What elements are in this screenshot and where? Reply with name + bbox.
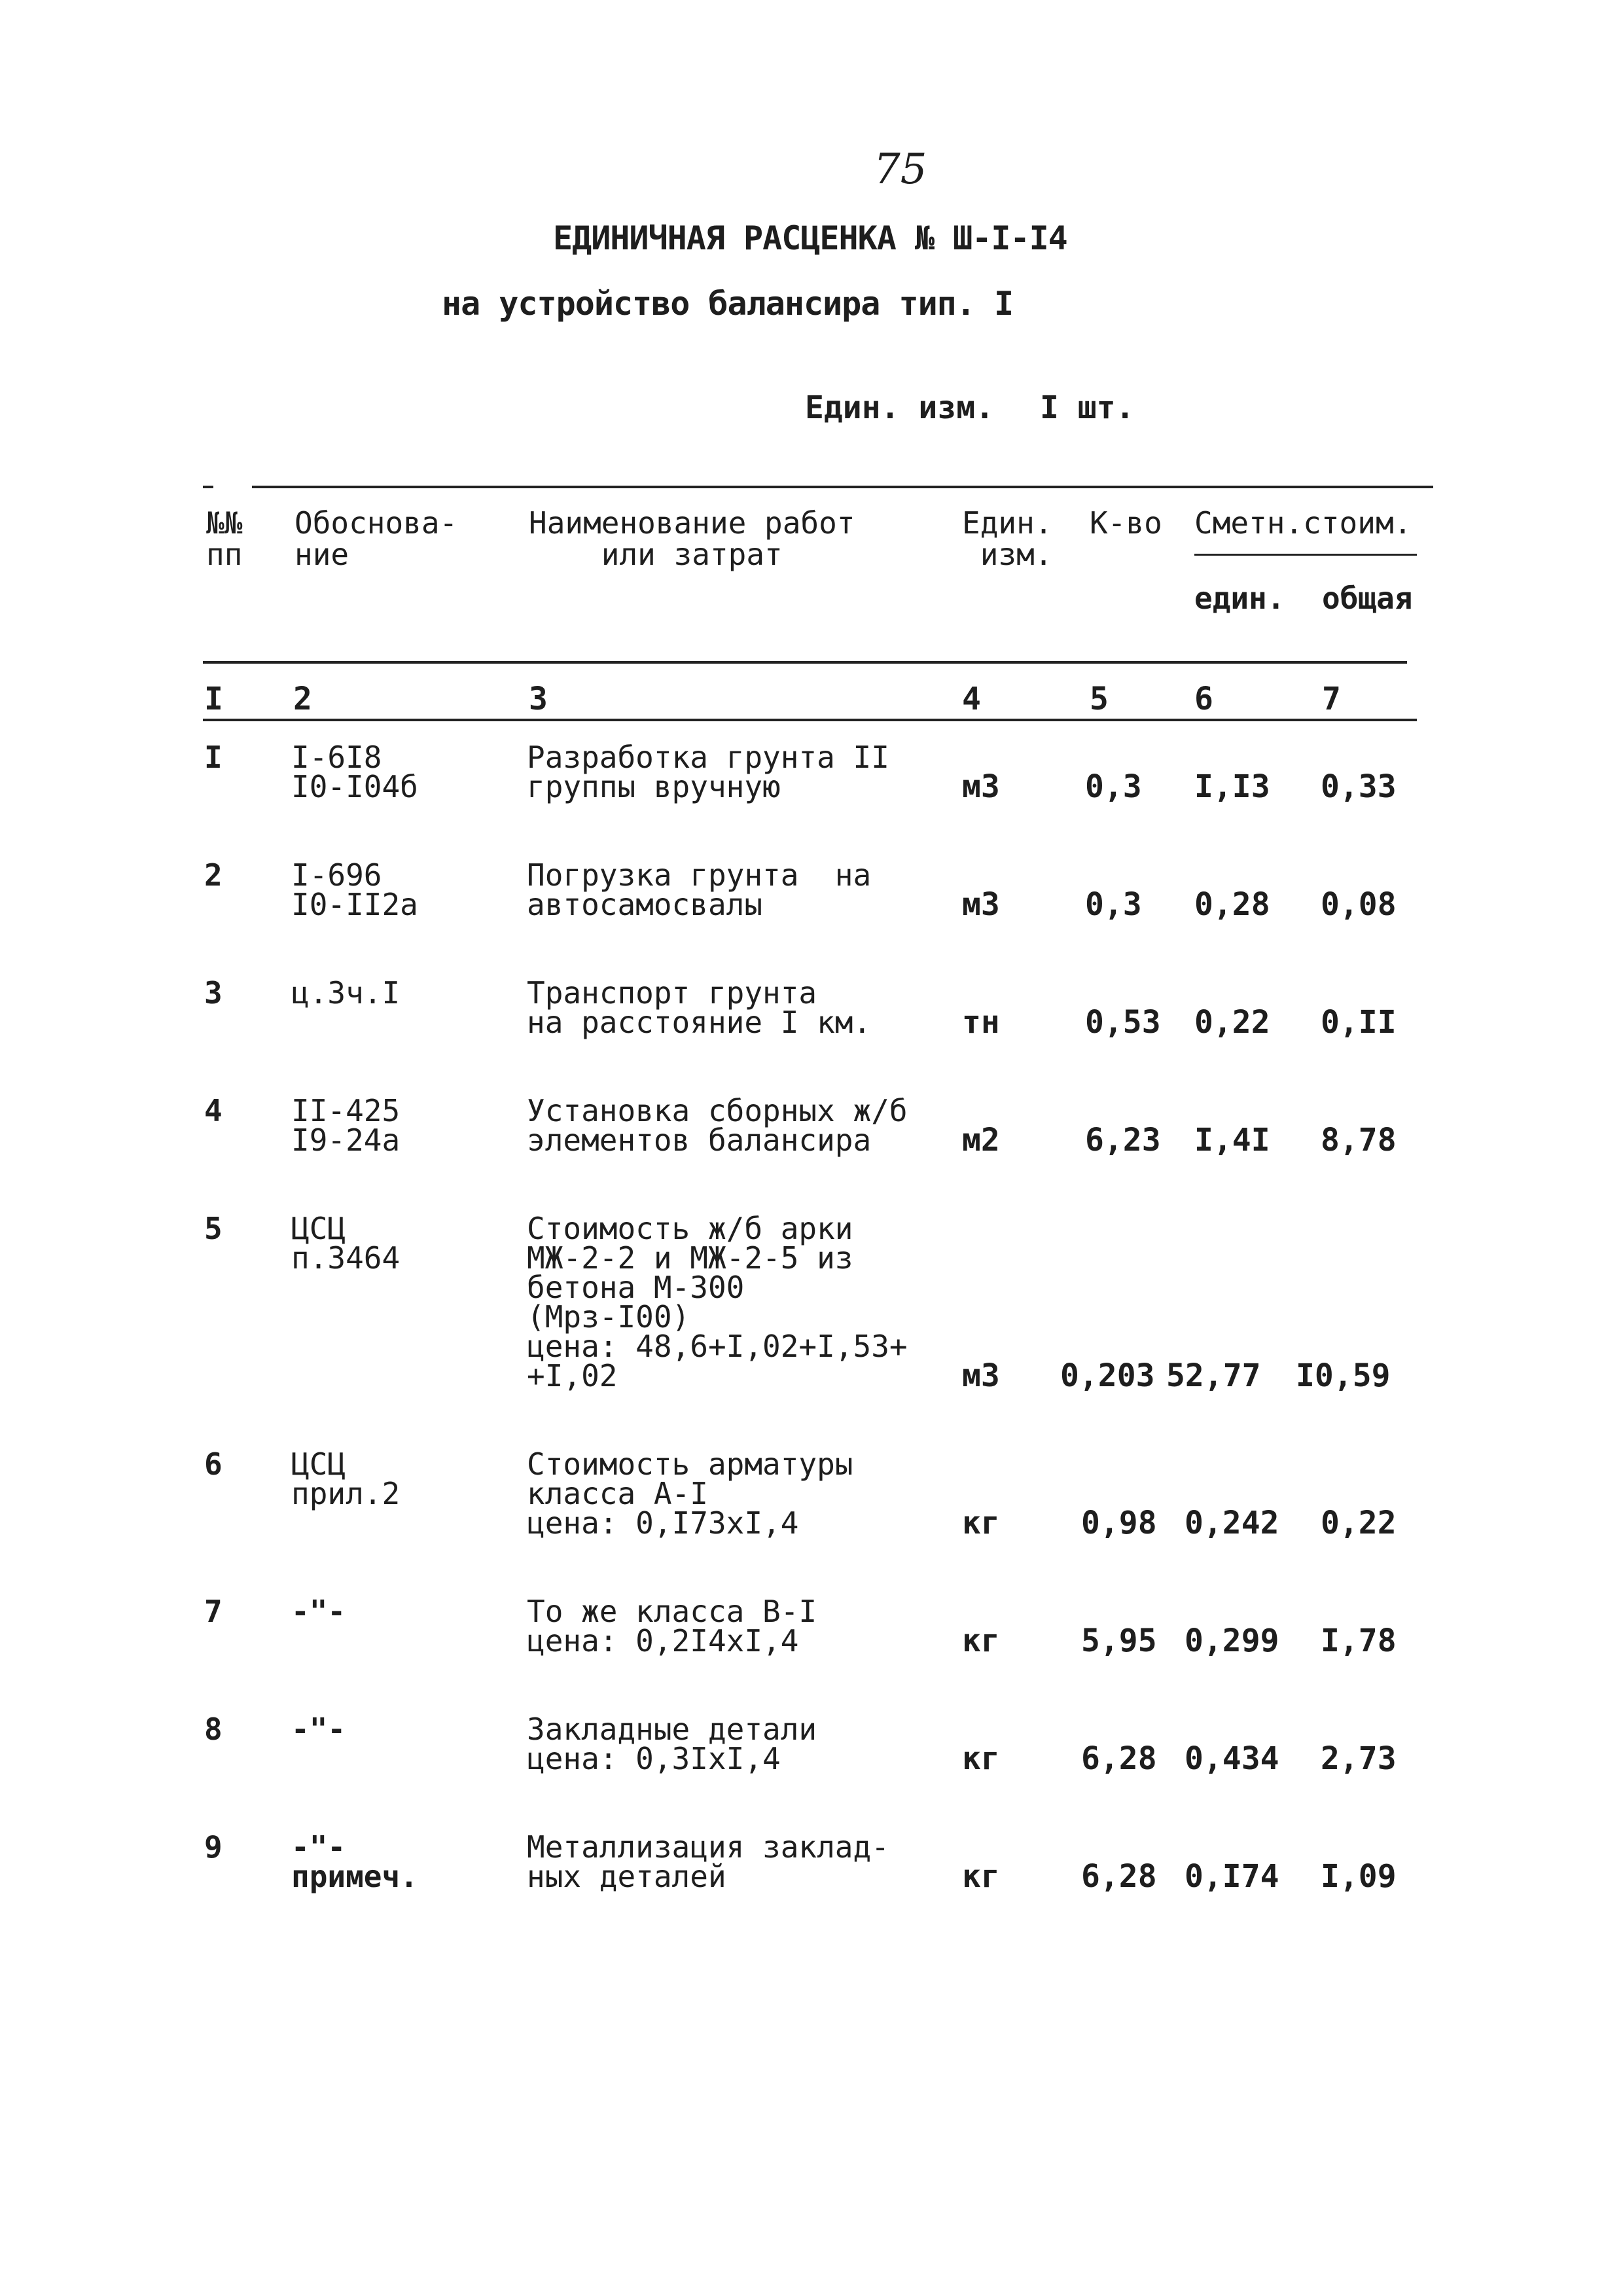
header-unit-cost: един. xyxy=(1194,581,1285,616)
header-cost-rule xyxy=(1194,554,1417,556)
row-work-name: Разработка грунта II группы вручную xyxy=(527,740,889,804)
row-work-name: Установка сборных ж/б элементов балансира xyxy=(527,1093,908,1158)
column-number: 7 xyxy=(1322,681,1341,717)
row-number: I xyxy=(204,740,223,775)
row-number: 7 xyxy=(204,1594,223,1629)
row-number: 4 xyxy=(204,1093,223,1128)
row-unit-cost: 0,242 xyxy=(1185,1505,1279,1541)
row-unit-cost: 0,434 xyxy=(1185,1740,1279,1777)
column-number: 2 xyxy=(293,681,312,717)
corner-dash xyxy=(203,486,213,488)
row-quantity: 0,53 xyxy=(1085,1004,1161,1041)
row-total-cost: 0,33 xyxy=(1321,768,1397,805)
header-quantity: К-во xyxy=(1090,505,1162,541)
row-total-cost: I,78 xyxy=(1321,1623,1397,1659)
header-total-cost: общая xyxy=(1322,581,1413,616)
row-unit: кг xyxy=(962,1505,1000,1541)
row-quantity: 5,95 xyxy=(1081,1623,1157,1659)
row-total-cost: 0,08 xyxy=(1321,886,1397,923)
row-unit: м3 xyxy=(962,768,1000,805)
row-basis: ЦСЦ прил.2 xyxy=(291,1446,401,1511)
document-title: ЕДИНИЧНАЯ РАСЦЕНКА № Ш-I-I4 xyxy=(553,219,1067,257)
table-top-rule xyxy=(252,486,1433,488)
row-total-cost: I,09 xyxy=(1321,1858,1397,1895)
row-total-cost: 0,22 xyxy=(1321,1505,1397,1541)
row-work-name: Металлизация заклад- ных деталей xyxy=(527,1829,889,1894)
row-work-name: Стоимость ж/б арки МЖ-2-2 и МЖ-2-5 из бетона М-300 (Мрз-I00) цена: 48,6+I,02+I,53+ +I,02 xyxy=(527,1211,908,1393)
row-unit: м2 xyxy=(962,1122,1000,1158)
row-basis: ЦСЦ п.3464 xyxy=(291,1211,401,1276)
row-number: 3 xyxy=(204,975,223,1011)
header-work-name: Наименование работ или затрат xyxy=(529,505,855,572)
unit-label: Един. изм. xyxy=(805,389,994,426)
row-unit-cost: 0,22 xyxy=(1194,1004,1270,1041)
column-number: 4 xyxy=(962,681,981,717)
row-quantity: 0,3 xyxy=(1085,886,1142,923)
row-quantity: 0,203 xyxy=(1060,1357,1155,1394)
row-total-cost: 8,78 xyxy=(1321,1122,1397,1158)
row-unit: тн xyxy=(962,1004,1000,1041)
row-basis: ц.3ч.I xyxy=(291,975,401,1011)
row-unit: м3 xyxy=(962,1357,1000,1394)
header-unit: Един. изм. xyxy=(962,505,1053,572)
column-number: I xyxy=(204,681,223,717)
row-work-name: Закладные детали цена: 0,3IхI,4 xyxy=(527,1712,817,1776)
row-unit-cost: I,I3 xyxy=(1194,768,1270,805)
row-quantity: 6,23 xyxy=(1085,1122,1161,1158)
row-work-name: Стоимость арматуры класса А-I цена: 0,I73хI,4 xyxy=(527,1446,853,1541)
row-unit-cost: 0,I74 xyxy=(1185,1858,1279,1895)
document-subtitle: на устройство балансира тип. I xyxy=(442,285,1014,323)
column-numbers-rule xyxy=(203,719,1417,721)
row-number: 6 xyxy=(204,1446,223,1482)
row-quantity: 0,3 xyxy=(1085,768,1142,805)
row-total-cost: 0,II xyxy=(1321,1004,1397,1041)
row-total-cost: 2,73 xyxy=(1321,1740,1397,1777)
measurement-unit-line xyxy=(805,389,1134,426)
row-unit-cost: 0,299 xyxy=(1185,1623,1279,1659)
row-unit: кг xyxy=(962,1623,1000,1659)
header-basis: Обоснова- ние xyxy=(294,505,458,572)
column-number: 6 xyxy=(1194,681,1213,717)
row-number: 2 xyxy=(204,857,223,893)
row-number: 5 xyxy=(204,1211,223,1246)
row-quantity: 6,28 xyxy=(1081,1858,1157,1895)
row-work-name: Погрузка грунта на автосамосвалы xyxy=(527,857,872,922)
row-basis: -"- xyxy=(291,1594,346,1629)
row-unit-cost: I,4I xyxy=(1194,1122,1270,1158)
column-number: 5 xyxy=(1090,681,1109,717)
row-work-name: Транспорт грунта на расстояние I км. xyxy=(527,975,872,1040)
row-basis: -"- примеч. xyxy=(291,1829,418,1894)
page-number: 75 xyxy=(874,145,927,194)
row-unit: кг xyxy=(962,1740,1000,1777)
row-unit: м3 xyxy=(962,886,1000,923)
header-estimated-cost: Сметн.стоим. xyxy=(1194,505,1412,541)
row-number: 8 xyxy=(204,1712,223,1747)
header-number: №№ пп xyxy=(206,505,243,572)
row-unit-cost: 52,77 xyxy=(1166,1357,1261,1394)
header-bottom-rule xyxy=(203,661,1407,664)
row-total-cost: I0,59 xyxy=(1296,1357,1391,1394)
row-number: 9 xyxy=(204,1829,223,1865)
row-unit-cost: 0,28 xyxy=(1194,886,1270,923)
unit-value: I шт. xyxy=(1039,389,1135,426)
row-basis: I-6I8 I0-I04б xyxy=(291,740,418,804)
row-basis: -"- xyxy=(291,1712,346,1747)
row-unit: кг xyxy=(962,1858,1000,1895)
row-work-name: То же класса В-I цена: 0,2I4хI,4 xyxy=(527,1594,817,1659)
row-quantity: 0,98 xyxy=(1081,1505,1157,1541)
row-basis: II-425 I9-24а xyxy=(291,1093,401,1158)
column-number: 3 xyxy=(529,681,548,717)
row-quantity: 6,28 xyxy=(1081,1740,1157,1777)
row-basis: I-696 I0-II2а xyxy=(291,857,418,922)
